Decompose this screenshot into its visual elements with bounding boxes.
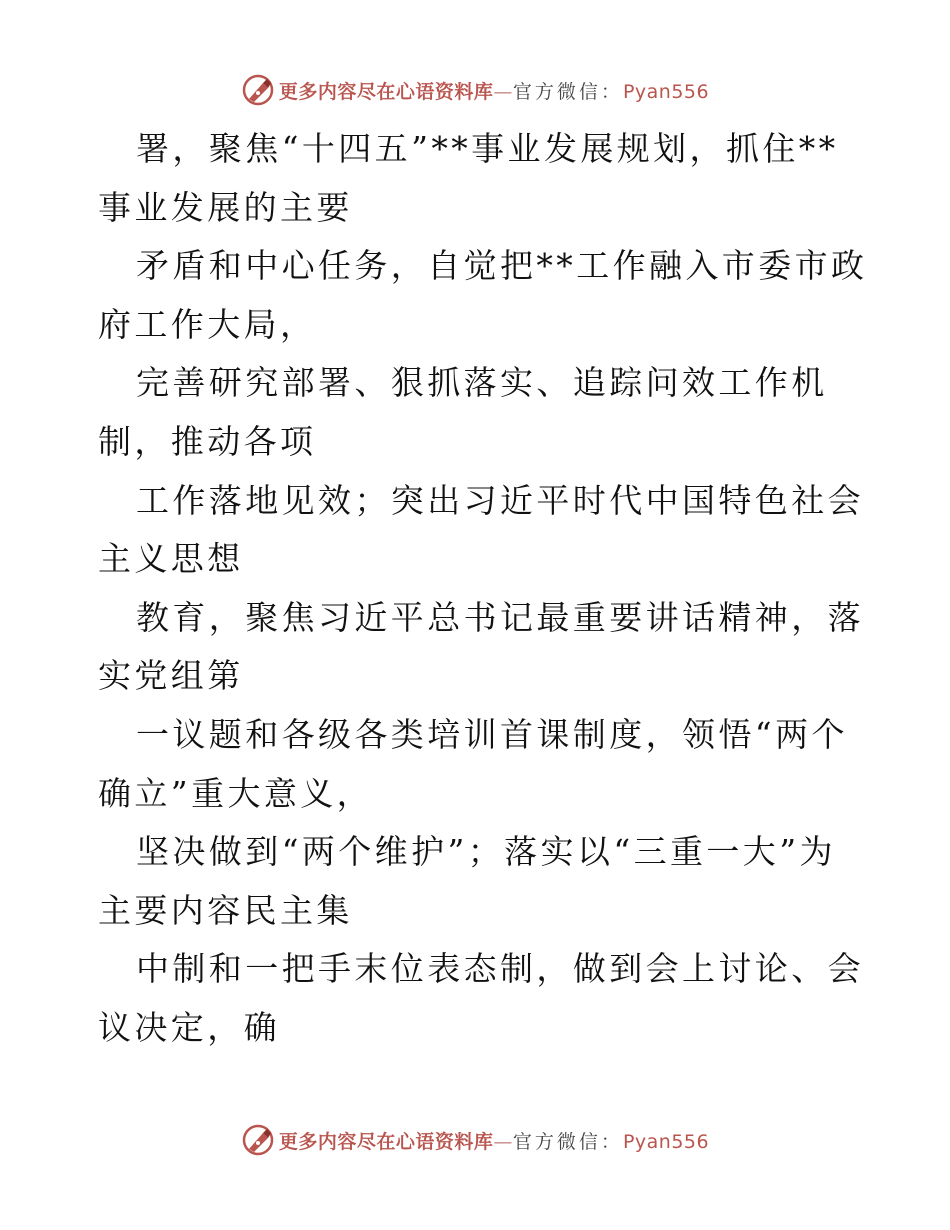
brand-name: 更多内容尽在心语资料库 (278, 80, 494, 103)
paragraph-1: 署，聚焦“十四五”**事业发展规划，抓住**事业发展的主要 (98, 129, 839, 227)
footer-banner (0, 1120, 950, 1160)
wechat-label: 官方微信： (512, 1130, 623, 1153)
banner-text (279, 1127, 709, 1154)
pen-nib-logo-icon (241, 73, 275, 107)
banner-dash: — (493, 80, 513, 103)
banner-text (279, 77, 709, 104)
header-banner (0, 70, 950, 110)
banner-dash: — (493, 1130, 513, 1153)
wechat-id: Pyan556 (622, 80, 710, 103)
wechat-label: 官方微信： (512, 80, 623, 103)
paragraph-5: 教育，聚焦习近平总书记最重要讲话精神，落实党组第 (98, 597, 864, 696)
paragraph-3: 完善研究部署、狠抓落实、追踪问效工作机制，推动各项 (98, 363, 828, 461)
paragraph-6: 一议题和各级各类培训首课制度，领悟“两个确立”重大意义， (98, 714, 848, 813)
pen-nib-logo-icon (241, 1123, 275, 1157)
wechat-id: Pyan556 (622, 1130, 710, 1153)
paragraph-7: 坚决做到“两个维护”；落实以“三重一大”为主要内容民主集 (98, 832, 836, 930)
brand-name: 更多内容尽在心语资料库 (278, 1130, 494, 1153)
paragraph-4: 工作落地见效；突出习近平时代中国特色社会主义思想 (98, 480, 864, 579)
paragraph-8: 中制和一把手末位表态制，做到会上讨论、会议决定，确 (98, 949, 864, 1047)
document-body (98, 120, 868, 1058)
paragraph-2: 矛盾和中心任务，自觉把**工作融入市委市政府工作大局， (98, 246, 868, 344)
